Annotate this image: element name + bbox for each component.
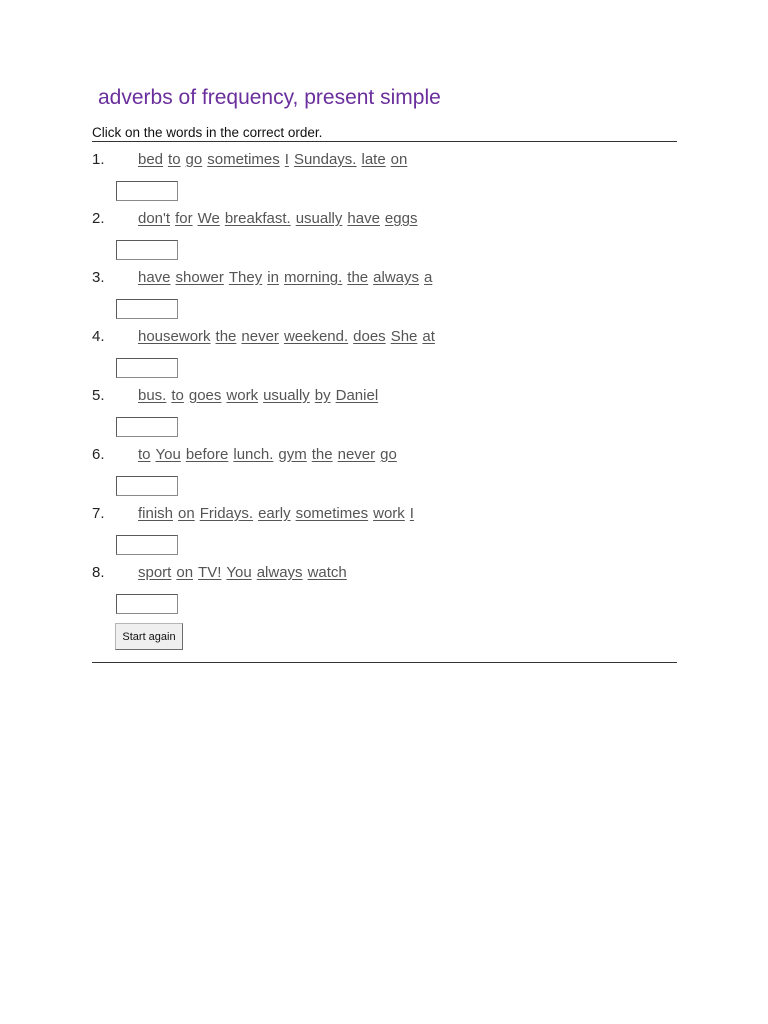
instructions-text: Click on the words in the correct order. [92,125,323,140]
word-link[interactable]: lunch. [233,446,274,463]
word-link[interactable]: work [373,505,405,522]
word-link[interactable]: gym [278,446,307,463]
word-link[interactable]: You [155,446,181,463]
answer-input[interactable] [116,417,178,437]
word-link[interactable]: morning. [283,269,343,286]
word-link[interactable]: bus. [138,387,167,404]
question-item [0,210,768,269]
word-link[interactable]: breakfast. [224,210,291,227]
question-item [0,505,768,564]
word-link[interactable]: the [215,328,237,345]
question-number: 7. [92,505,105,522]
word-link[interactable]: don't [138,210,171,227]
word-link[interactable]: late [361,151,386,168]
word-list [138,269,437,286]
word-link[interactable]: always [256,564,303,581]
answer-input[interactable] [116,535,178,555]
word-link[interactable]: to [138,446,151,463]
word-link[interactable]: sport [138,564,172,581]
word-link[interactable]: TV! [198,564,222,581]
answer-input[interactable] [116,358,178,378]
word-link[interactable]: never [337,446,376,463]
word-link[interactable]: always [373,269,420,286]
question-number: 2. [92,210,105,227]
start-again-button[interactable]: Start again [115,623,183,650]
word-link[interactable]: weekend. [283,328,349,345]
word-link[interactable]: sometimes [295,505,369,522]
word-link[interactable]: I [284,151,289,168]
word-link[interactable]: the [311,446,333,463]
question-number: 4. [92,328,105,345]
question-item [0,446,768,505]
word-link[interactable]: You [226,564,252,581]
word-link[interactable]: for [175,210,193,227]
question-number: 6. [92,446,105,463]
word-list [138,446,402,463]
word-link[interactable]: the [347,269,369,286]
word-link[interactable]: have [138,269,171,286]
answer-input[interactable] [116,476,178,496]
word-list [138,210,422,227]
word-list [138,505,419,522]
word-list [138,151,412,168]
word-link[interactable]: have [347,210,380,227]
answer-input[interactable] [116,594,178,614]
word-link[interactable]: a [424,269,433,286]
word-link[interactable]: work [226,387,259,404]
question-number: 1. [92,151,105,168]
answer-input[interactable] [116,240,178,260]
word-link[interactable]: before [185,446,229,463]
word-link[interactable]: Sundays. [293,151,357,168]
word-link[interactable]: They [228,269,263,286]
question-number: 8. [92,564,105,581]
word-link[interactable]: to [171,387,184,404]
word-link[interactable]: goes [188,387,222,404]
word-link[interactable]: eggs [384,210,418,227]
question-item [0,564,768,623]
word-link[interactable]: never [241,328,279,345]
word-link[interactable]: watch [307,564,347,581]
question-item [0,269,768,328]
word-link[interactable]: on [390,151,408,168]
word-link[interactable]: go [185,151,203,168]
question-item [0,387,768,446]
word-link[interactable]: sometimes [207,151,280,168]
word-link[interactable]: housework [138,328,211,345]
word-link[interactable]: by [314,387,331,404]
question-number: 5. [92,387,105,404]
word-link[interactable]: finish [138,505,174,522]
word-link[interactable]: in [267,269,279,286]
word-link[interactable]: Fridays. [199,505,254,522]
word-link[interactable]: to [168,151,181,168]
answer-input[interactable] [116,181,178,201]
word-link[interactable]: on [176,564,194,581]
word-list [138,387,383,404]
question-number: 3. [92,269,105,286]
word-link[interactable]: at [422,328,435,345]
word-link[interactable]: bed [138,151,164,168]
word-link[interactable]: usually [295,210,343,227]
answer-input[interactable] [116,299,178,319]
word-link[interactable]: I [409,505,414,522]
word-link[interactable]: We [197,210,220,227]
page-title: adverbs of frequency, present simple [98,86,441,109]
word-link[interactable]: go [380,446,397,463]
word-link[interactable]: early [258,505,291,522]
bottom-divider [92,662,677,663]
word-link[interactable]: usually [263,387,310,404]
word-link[interactable]: does [353,328,386,345]
question-item [0,151,768,210]
word-link[interactable]: Daniel [335,387,379,404]
word-link[interactable]: on [178,505,195,522]
word-list [138,564,352,581]
word-link[interactable]: shower [175,269,224,286]
word-list [138,328,440,345]
question-item [0,328,768,387]
word-link[interactable]: She [390,328,418,345]
